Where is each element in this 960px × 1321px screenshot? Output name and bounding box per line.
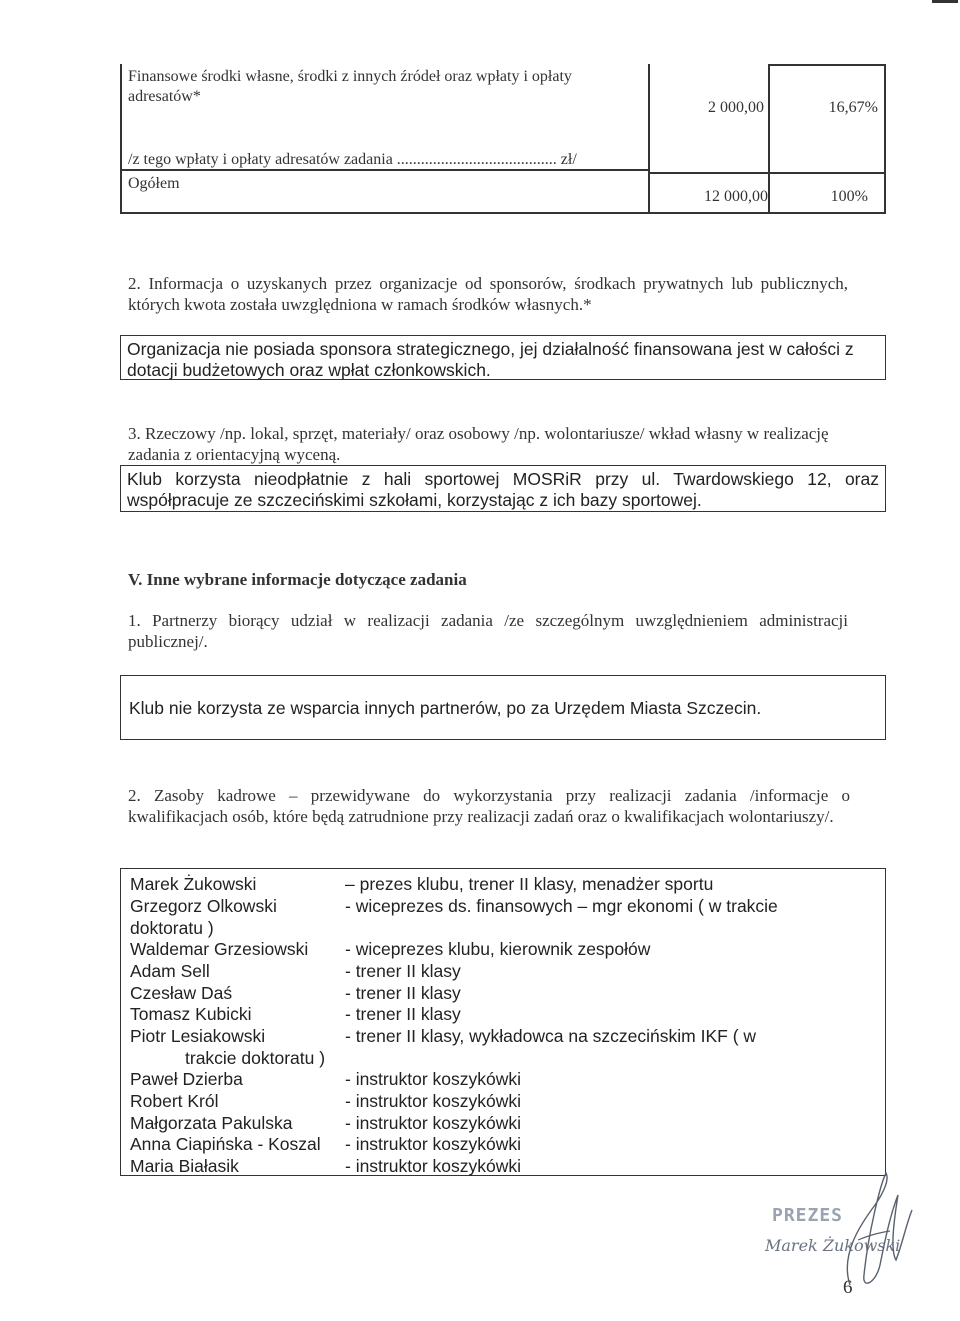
staff-role: - trener II klasy [345, 1004, 461, 1024]
finance-row3-amount: 12 000,00 [704, 188, 768, 205]
staff-name: Maria Białasik [130, 1156, 239, 1176]
staff-role: - wiceprezes ds. finansowych – mgr ekonomi ( w trakcie [345, 896, 778, 916]
staff-name: Marek Żukowski [130, 874, 257, 894]
section-v-item1-box: Klub nie korzysta ze wsparcia innych partnerów, po za Urzędem Miasta Szczecin. [120, 675, 886, 740]
staff-name: Paweł Dzierba [130, 1069, 243, 1089]
staff-role: - trener II klasy [345, 983, 461, 1003]
staff-name: Tomasz Kubicki [130, 1004, 252, 1024]
stamp-title: PREZES [772, 1205, 844, 1226]
staff-name: Robert Król [130, 1091, 219, 1111]
staff-name: Małgorzata Pakulska [130, 1113, 293, 1133]
section-v-heading: V. Inne wybrane informacje dotyczące zadania [128, 570, 467, 589]
staff-name: Anna Ciapińska - Koszal [130, 1134, 321, 1154]
finance-table [120, 64, 886, 214]
signature [820, 1165, 920, 1295]
finance-row2-label: /z tego wpłaty i opłaty adresatów zadania ........................................ zł/ [128, 151, 577, 168]
section-v-item1-text: 1. Partnerzy biorący udział w realizacji zadania /ze szczególnym uwzględnieniem administracji publicznej/. [128, 611, 848, 651]
corner-mark [932, 0, 958, 3]
finance-row3-label: Ogółem [128, 175, 180, 192]
staff-role: – prezes klubu, trener II klasy, menadżer sportu [345, 874, 714, 894]
finance-row1-label: Finansowe środki własne, środki z innych źródeł oraz wpłaty i opłaty adresatów* [128, 68, 572, 105]
staff-name: Czesław Daś [130, 983, 233, 1003]
staff-name: Grzegorz Olkowski [130, 896, 277, 916]
staff-role: - trener II klasy, wykładowca na szczecińskim IKF ( w [345, 1026, 757, 1046]
stamp-name: Marek Żukowski [765, 1236, 901, 1255]
staff-role: - instruktor koszykówki [345, 1156, 522, 1176]
section2-text: 2. Informacja o uzyskanych przez organizacje od sponsorów, środkach prywatnych lub publicznych, których kwota została uwzględniona w ramach środków własnych.* [128, 274, 848, 314]
staff-role: - instruktor koszykówki [345, 1134, 522, 1154]
staff-name: Waldemar Grzesiowski [130, 939, 309, 959]
section2-box: Organizacja nie posiada sponsora strategicznego, jej działalność finansowana jest w całości z dotacji budżetowych oraz wpłat członkowskich. [120, 335, 886, 380]
staff-role: - wiceprezes klubu, kierownik zespołów [345, 939, 651, 959]
section-v-item2-text: 2. Zasoby kadrowe – przewidywane do wykorzystania przy realizacji zadania /informacje o kwalifikacjach osób, które będą zatrudnione przy realizacji zadań oraz o kwalifikacjach wolontariuszy/. [128, 786, 850, 826]
staff-role: - instruktor koszykówki [345, 1091, 522, 1111]
staff-box [120, 868, 886, 1176]
staff-name: doktoratu ) [130, 918, 214, 938]
staff-role: - instruktor koszykówki [345, 1113, 522, 1133]
finance-row1-amount: 2 000,00 [708, 99, 764, 116]
staff-name: Piotr Lesiakowski [130, 1026, 266, 1046]
staff-name: Adam Sell [130, 961, 210, 981]
staff-role: - instruktor koszykówki [345, 1069, 522, 1089]
page-number: 6 [843, 1277, 853, 1298]
section3-text: 3. Rzeczowy /np. lokal, sprzęt, materiały/ oraz osobowy /np. wolontariusze/ wkład własny w realizację zadania z orientacyjną wyceną. [128, 424, 829, 464]
finance-row3-percent: 100% [830, 188, 868, 205]
section3-box: Klub korzysta nieodpłatnie z hali sportowej MOSRiR przy ul. Twardowskiego 12, oraz współpracuje ze szczecińskimi szkołami, korzystając z ich bazy sportowej. [120, 465, 886, 512]
staff-name: trakcie doktoratu ) [185, 1048, 326, 1068]
staff-role: - trener II klasy [345, 961, 461, 981]
finance-row1-percent: 16,67% [828, 99, 878, 116]
